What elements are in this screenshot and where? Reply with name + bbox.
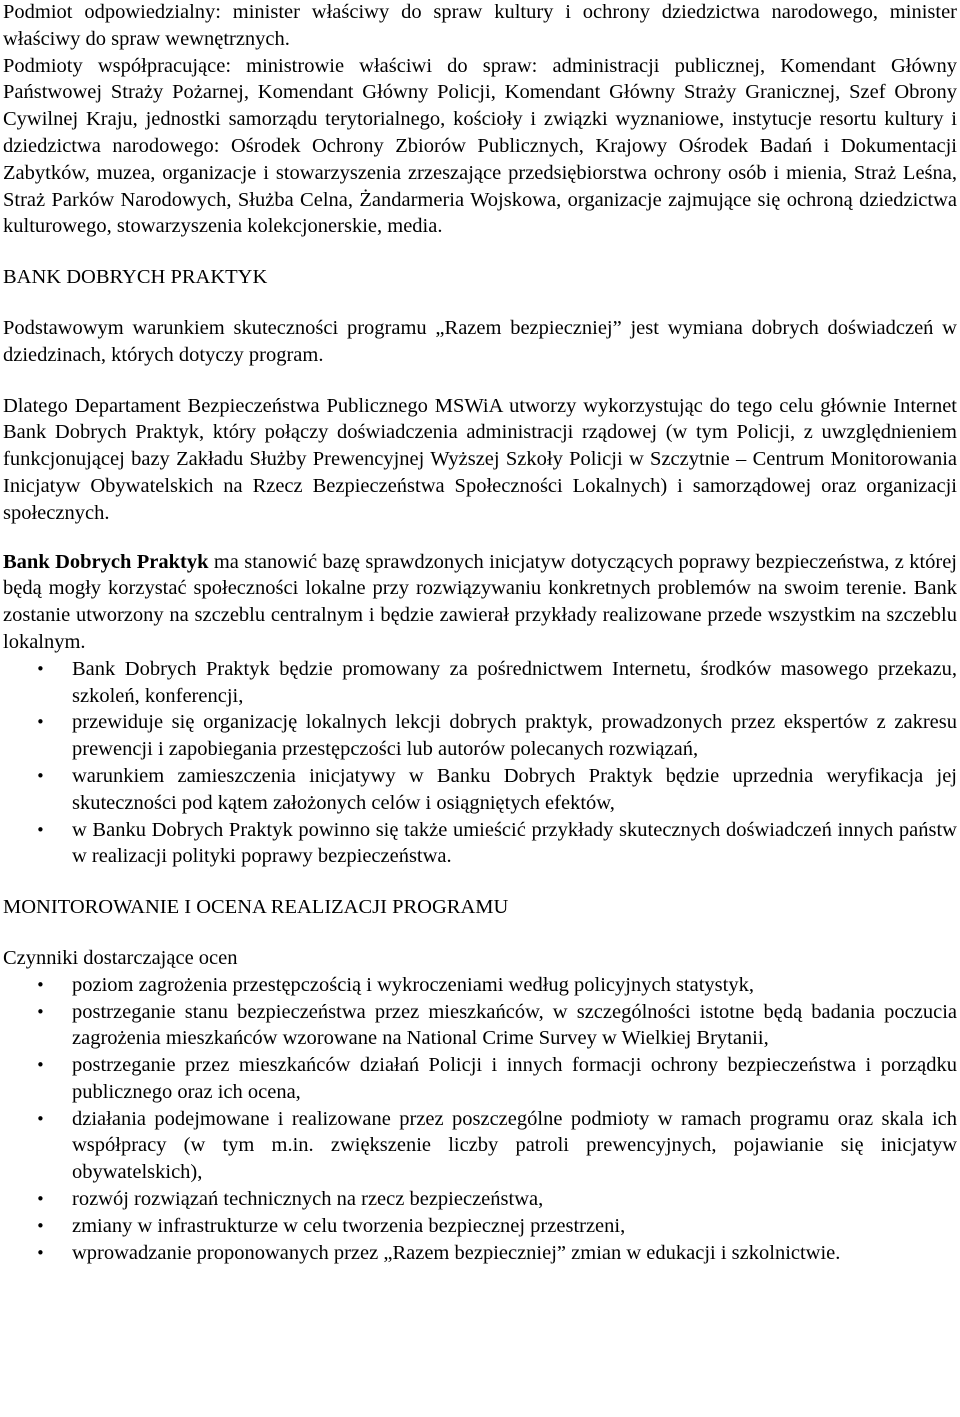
bullet-icon: •: [36, 659, 45, 678]
list-item: • postrzeganie stanu bezpieczeństwa przez mieszkańców, w szczególności istotne będą badania poczucia zagrożenia mieszkańców wzorowane na National Crime Survey w Wielkiej Brytanii,: [36, 1000, 957, 1050]
bank-bullet-list: [3, 656, 957, 870]
list-item: • wprowadzanie proponowanych przez „Razem bezpieczniej” zmian w edukacji i szkolnictwie.: [3, 1240, 957, 1267]
bullet-icon: •: [36, 1109, 45, 1128]
bullet-icon: •: [36, 975, 45, 994]
list-item: • w Banku Dobrych Praktyk powinno się także umieścić przykłady skutecznych doświadczeń innych państw w realizacji polityki poprawy bezpieczeństwa.: [36, 818, 957, 868]
list-item: • poziom zagrożenia przestępczością i wykroczeniami według policyjnych statystyk,: [3, 972, 957, 999]
bullet-icon: •: [36, 766, 45, 785]
bullet-icon: •: [36, 713, 45, 732]
bank-paragraph-3: [3, 549, 957, 656]
list-item: • przewiduje się organizację lokalnych lekcji dobrych praktyk, prowadzonych przez ekspertów z zakresu prewencji i zapobiegania przestępczości lub autorów polecanych rozwiązań,: [36, 711, 957, 761]
bank-paragraph-3-text: ma stanowić bazę sprawdzonych inicjatyw dotyczących poprawy bezpieczeństwa, z której będą mogły korzystać społeczności lokalne przy rozwiązywaniu konkretnych problemów na swoim terenie. Bank zostanie utworzony na szczeblu centralnym i będzie zawierał przykłady realizowane przede wszystkim na szczeblu lokalnym.: [3, 550, 958, 653]
bank-name-bold: Bank Dobrych Praktyk: [3, 550, 209, 573]
monitoring-bullet-list: [3, 972, 957, 1267]
bullet-icon: •: [36, 1243, 45, 1262]
bank-paragraph-2: Dlatego Departament Bezpieczeństwa Publicznego MSWiA utworzy wykorzystując do tego celu głównie Internet Bank Dobrych Praktyk, który połączy doświadczenia administracji rządowej (w tym Policji, z uwzględnieniem funkcjonującej bazy Zakładu Służby Prewencyjnej Wyższej Szkoły Policji w Szczytnie – Centrum Monitorowania Inicjatyw Obywatelskich na Rzecz Bezpieczeństwa Społeczności Lokalnych) i samorządowej oraz organizacji społecznych.: [3, 394, 957, 524]
bullet-icon: •: [36, 1190, 45, 1209]
list-item: • warunkiem zamieszczenia inicjatywy w Banku Dobrych Praktyk będzie uprzednia weryfikacja jej skuteczności pod kątem założonych celów i osiągniętych efektów,: [36, 764, 957, 814]
list-item: • Bank Dobrych Praktyk będzie promowany za pośrednictwem Internetu, środków masowego przekazu, szkoleń, konferencji,: [36, 657, 957, 707]
bank-paragraph-1: Podstawowym warunkiem skuteczności programu „Razem bezpieczniej” jest wymiana dobrych doświadczeń w dziedzinach, których dotyczy program.: [3, 316, 957, 366]
list-item: • postrzeganie przez mieszkańców działań Policji i innych formacji ochrony bezpieczeństwa i porządku publicznego oraz ich ocena,: [36, 1054, 957, 1103]
bullet-icon: •: [36, 820, 45, 839]
list-item: • zmiany w infrastrukturze w celu tworzenia bezpiecznej przestrzeni,: [3, 1213, 957, 1240]
list-item: • działania podejmowane i realizowane przez poszczególne podmioty w ramach programu oraz skala ich współpracy (w tym m.in. zwiększenie liczby patroli prewencyjnych, pojawianie się inicjatyw obywatelskich),: [36, 1107, 957, 1184]
monitoring-subheading: Czynniki dostarczające ocen: [3, 946, 238, 969]
cooperating-entities-paragraph: Podmioty współpracujące: ministrowie właściwi do spraw: administracji publicznej, Komendant Główny Państwowej Straży Pożarnej, Komendant Główny Policji, Komendant Główny Straży Granicznej, Szef Obrony Cywilnej Kraju, jednostki samorządu terytorialnego, kościoły i związki wyznaniowe, instytucje resortu kultury i dziedzictwa narodowego: Ośrodek Ochrony Zbiorów Publicznych, Krajowy Ośrodek Badań i Dokumentacji Zabytków, muzea, organizacje i stowarzyszenia zrzeszające przedsiębiorstwa ochrony osób i mienia, Straż Leśna, Straż Parków Narodowych, Służba Celna, Żandarmeria Wojskowa, organizacje zajmujące się ochroną dziedzictwa kulturowego, stowarzyszenia kolekcjonerskie, media.: [3, 54, 957, 238]
bullet-icon: •: [36, 1002, 45, 1021]
responsible-entity-paragraph: Podmiot odpowiedzialny: minister właściwy do spraw kultury i ochrony dziedzictwa narodowego, minister właściwy do spraw wewnętrznych.: [3, 1, 957, 50]
bullet-icon: •: [36, 1056, 45, 1075]
monitoring-heading: MONITOROWANIE I OCENA REALIZACJI PROGRAMU: [3, 896, 509, 919]
bullet-icon: •: [36, 1216, 45, 1235]
bank-heading: BANK DOBRYCH PRAKTYK: [3, 266, 268, 289]
list-item: • rozwój rozwiązań technicznych na rzecz bezpieczeństwa,: [3, 1186, 957, 1213]
